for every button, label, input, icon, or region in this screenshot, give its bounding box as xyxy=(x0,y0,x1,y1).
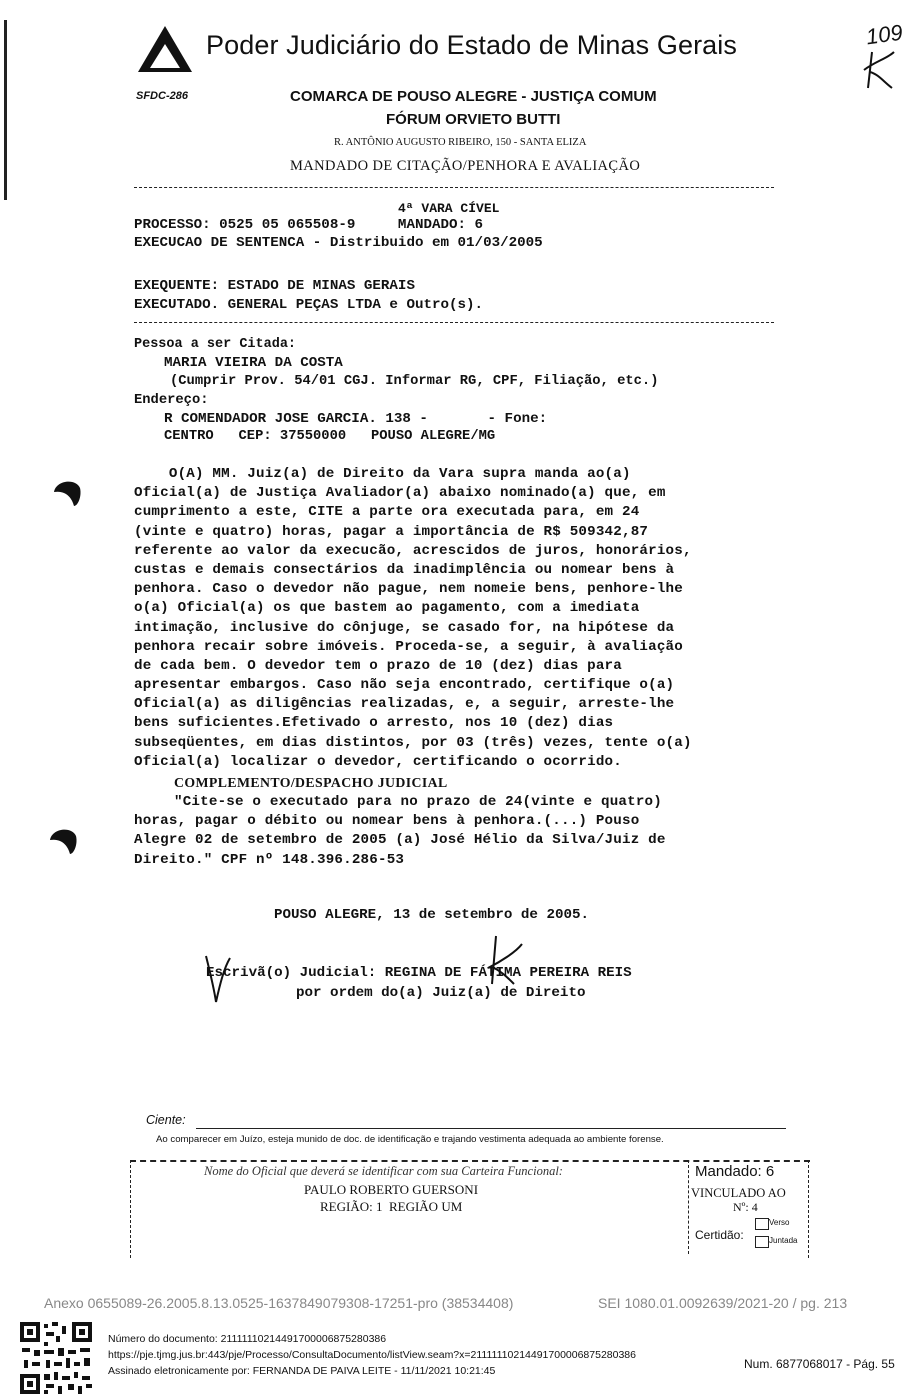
body-line: referente ao valor da execucão, acrescidos de juros, honorários, xyxy=(134,542,692,559)
processo-line: PROCESSO: 0525 05 065508-9 MANDADO: 6 xyxy=(134,217,484,233)
body-line: (vinte e quatro) horas, pagar a importância de R$ 509342,87 xyxy=(134,523,649,540)
complemento-text xyxy=(134,794,666,871)
qr-code-icon xyxy=(18,1320,94,1396)
oficial-name: PAULO ROBERTO GUERSONI xyxy=(304,1182,479,1197)
complemento-line: horas, pagar o débito ou nomear bens à penhora.(...) Pouso xyxy=(134,813,640,830)
body-line: penhora. Caso o devedor não pague, nem nomeie bens, penhore-lhe xyxy=(134,581,683,598)
court-title: Poder Judiciário do Estado de Minas Gerais xyxy=(206,30,737,60)
punch-mark-icon xyxy=(50,478,84,508)
complemento-heading: COMPLEMENTO/DESPACHO JUDICIAL xyxy=(174,775,448,790)
by-order: por ordem do(a) Juiz(a) de Direito xyxy=(296,985,586,1001)
body-line: de cada bem. O devedor tem o prazo de 10 (dez) dias para xyxy=(134,657,622,674)
divider xyxy=(134,322,774,323)
juntada-checkbox[interactable] xyxy=(755,1236,769,1248)
endereco-city: CENTRO CEP: 37550000 POUSO ALEGRE/MG xyxy=(164,429,496,444)
box-right-edge xyxy=(808,1160,809,1258)
handwritten-page-number: 109 xyxy=(864,19,905,50)
comarca: COMARCA DE POUSO ALEGRE - JUSTIÇA COMUM xyxy=(290,88,657,105)
body-line: apresentar embargos. Caso não seja encontrado, certifique o(a) xyxy=(134,677,675,694)
mandado-box xyxy=(688,1160,807,1254)
box-left-edge xyxy=(130,1160,131,1258)
oficial-regiao: REGIÃO: 1 REGIÃO UM xyxy=(320,1199,463,1214)
certidao-label: Certidão: xyxy=(695,1228,744,1242)
body-line: Oficial(a) de Justiça Avaliador(a) abaixo nominado(a) que, em xyxy=(134,485,666,502)
place-date: POUSO ALEGRE, 13 de setembro de 2005. xyxy=(274,907,590,923)
body-line: Oficial(a) localizar o devedor, certificando o ocorrido. xyxy=(134,753,622,770)
body-line: penhora recair sobre imóveis. Proceda-se, a seguir, à avaliação xyxy=(134,638,683,655)
oficial-note: Nome do Oficial que deverá se identificar com sua Carteira Funcional: xyxy=(204,1164,563,1178)
num-page: Num. 6877068017 - Pág. 55 xyxy=(744,1357,895,1371)
divider xyxy=(134,187,774,188)
pessoa-label: Pessoa a ser Citada: xyxy=(134,337,297,352)
verso-checkbox[interactable] xyxy=(755,1218,769,1230)
complemento-line: "Cite-se o executado para no prazo de 24(vinte e quatro) xyxy=(174,794,662,810)
form-code: SFDC-286 xyxy=(136,90,188,102)
document-type: MANDADO DE CITAÇÃO/PENHORA E AVALIAÇÃO xyxy=(290,158,641,174)
ciente-label: Ciente: xyxy=(146,1113,186,1127)
doc-number: Número do documento: 21111110214491700006875280386 xyxy=(108,1333,387,1345)
forum: FÓRUM ORVIETO BUTTI xyxy=(386,111,561,128)
body-line: custas e demais consectários da inadimplência ou nomear bens à xyxy=(134,561,675,578)
pessoa-note: (Cumprir Prov. 54/01 CGJ. Informar RG, CPF, Filiação, etc.) xyxy=(170,374,659,389)
punch-mark-icon xyxy=(46,826,80,856)
complemento-line: Direito." CPF nº 148.396.286-53 xyxy=(134,851,405,868)
body-line: o(a) Oficial(a) os que bastem ao pagamento, com a imediata xyxy=(134,600,640,617)
verso-label: Verso xyxy=(769,1218,790,1227)
signed-by: Assinado eletronicamente por: FERNANDA DE PAIVA LEITE - 11/11/2021 10:21:45 xyxy=(108,1365,496,1377)
juntada-label: Juntada xyxy=(769,1236,798,1245)
sei-stamp: SEI 1080.01.0092639/2021-20 / pg. 213 xyxy=(598,1295,848,1311)
anexo-stamp: Anexo 0655089-26.2005.8.13.0525-1637849079308-17251-pro (38534408) xyxy=(44,1295,514,1311)
executado: EXECUTADO. GENERAL PEÇAS LTDA e Outro(s). xyxy=(134,297,484,313)
order-body xyxy=(134,466,692,773)
body-line: subseqüentes, em dias distintos, por 03 (três) vezes, tente o(a) xyxy=(134,734,692,751)
exequente: EXEQUENTE: ESTADO DE MINAS GERAIS xyxy=(134,278,415,294)
vinculado-number: Nº: 4 xyxy=(733,1200,758,1214)
body-line: bens suficientes.Efetivado o arresto, nos 10 (dez) dias xyxy=(134,715,614,732)
consulta-url[interactable]: https://pje.tjmg.jus.br:443/pje/Processo/ConsultaDocumento/listView.seam?x=21111110214491700006875280386 xyxy=(108,1349,636,1361)
dress-notice: Ao comparecer em Juízo, esteja munido de doc. de identificação e trajando vestimenta adequada ao ambiente forense. xyxy=(156,1134,664,1145)
mandado-label: Mandado: 6 xyxy=(695,1163,775,1180)
escriva: Escrivã(o) Judicial: REGINA DE FÁTIMA PEREIRA REIS xyxy=(206,965,632,981)
execucao-line: EXECUCAO DE SENTENCA - Distribuido em 01/03/2005 xyxy=(134,235,543,251)
court-address: R. ANTÔNIO AUGUSTO RIBEIRO, 150 - SANTA ELIZA xyxy=(334,137,587,148)
vinculado-label: VINCULADO AO xyxy=(691,1186,786,1200)
endereco-label: Endereço: xyxy=(134,393,209,408)
body-line: O(A) MM. Juiz(a) de Direito da Vara supra manda ao(a) xyxy=(134,466,631,482)
handwritten-initials-icon xyxy=(858,48,898,92)
left-edge-mark xyxy=(4,20,7,200)
body-line: intimação, inclusive do cônjuge, se casado for, na hipótese da xyxy=(134,619,675,636)
complemento-line: Alegre 02 de setembro de 2005 (a) José Hélio da Silva/Juiz de xyxy=(134,832,666,849)
body-line: cumprimento a este, CITE a parte ora executada para, em 24 xyxy=(134,504,640,521)
vara: 4ª VARA CÍVEL xyxy=(398,201,500,216)
endereco-street: R COMENDADOR JOSE GARCIA. 138 - - Fone: xyxy=(164,411,548,427)
court-logo-icon xyxy=(136,24,194,74)
ciente-line xyxy=(196,1128,786,1129)
pessoa-name: MARIA VIEIRA DA COSTA xyxy=(164,355,343,371)
body-line: Oficial(a) as diligências realizadas, e, a seguir, arreste-lhe xyxy=(134,696,675,713)
